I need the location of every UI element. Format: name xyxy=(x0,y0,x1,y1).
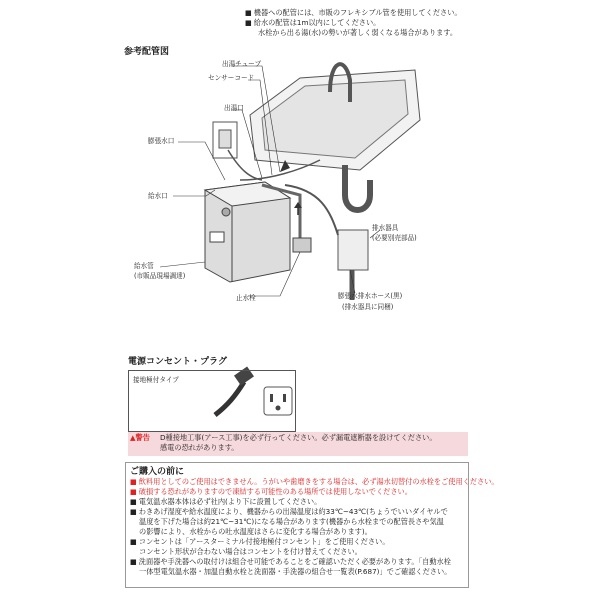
power-title: 電源コンセント・プラグ xyxy=(128,357,228,367)
drain-fitting-body xyxy=(338,230,368,270)
warning-badge: ▲警告 xyxy=(130,433,150,442)
plug-type-label: 接地極付タイプ xyxy=(133,376,179,384)
label-supply-pipe-note: (市販品現場調達) xyxy=(134,272,186,280)
label-expansion-hose-note: (排水器具に同梱) xyxy=(342,303,394,311)
before-purchase-title: ご購入の前に xyxy=(130,467,185,477)
piping-title: 参考配管図 xyxy=(124,47,170,57)
label-drain-fitting-note: (必要別売部品) xyxy=(372,234,417,242)
wall-outlet xyxy=(219,130,231,148)
purchase-item-5b: コンセント形状が合わない場合はコンセントを付け替えてください。 xyxy=(139,547,362,556)
label-outlet-tube: 出湯チューブ xyxy=(222,60,262,68)
label-water-inlet: 給水口 xyxy=(148,192,168,200)
top-note-3: 水栓から出る湯(水)の勢いが著しく弱くなる場合があります。 xyxy=(258,28,458,37)
top-note-2: ■ 給水の配管は1m以内にしてください。 xyxy=(245,18,380,28)
purchase-item-6b: 一体型電気温水器・加温自動水栓と洗面器・手洗器の組合せ一覧表(P.687)」でご確認ください。 xyxy=(139,567,452,576)
purchase-item-2: ■ 破損する恐れがありますので凍結する可能性のある場所では使用しないでください。 xyxy=(130,487,412,497)
top-note-1: ■ 機器への配管には、市販のフレキシブル管を使用してください。 xyxy=(245,8,462,18)
label-expansion-outlet: 膨張水口 xyxy=(148,137,175,145)
label-expansion-hose: 膨張水排水ホース(黒) xyxy=(338,292,403,300)
label-stop-valve: 止水栓 xyxy=(236,294,256,302)
drain-trap xyxy=(345,165,370,210)
warning-line-2: 感電の恐れがあります。 xyxy=(160,443,239,452)
label-supply-pipe: 給水管 xyxy=(134,262,154,270)
purchase-item-5: ■ コンセントは「アースターミナル付接地極付コンセント」をご使用ください。 xyxy=(130,537,389,547)
purchase-item-6: ■ 洗面器や手洗器への取付けは組合せ可能であることをご確認いただく必要があります。「自動水栓 xyxy=(130,557,451,567)
warning-line-1: D種接地工事(アース工事)を必ず行ってください。必ず漏電遮断器を設けてください。 xyxy=(160,433,437,442)
purchase-item-4c: の影響により、水栓からの吐水温度はさらに変化する場合があります)。 xyxy=(139,527,372,536)
label-sensor-cord: センサーコード xyxy=(208,74,255,82)
purchase-item-3: ■ 電気温水器本体は必ず社内(より下に設置してください。 xyxy=(130,497,321,507)
label-drain-fitting: 排水器具 xyxy=(372,224,399,232)
purchase-item-1: ■ 飲料用としてのご使用はできません。うがいや歯磨きをする場合は、必ず湯水切替付の水栓をご使用ください。 xyxy=(130,477,499,487)
purchase-item-4: ■ わきあげ湿度や給水温度により、機器からの出湯温度は約33℃~43℃(ちょうでいいダイヤルで xyxy=(130,507,448,517)
stop-valve-body xyxy=(293,238,311,252)
heater-panel xyxy=(210,232,224,242)
label-hot-outlet: 出湯口 xyxy=(224,104,244,112)
purchase-item-4b: 温度を下げた場合は約21℃~31℃)になる場合があります(機器から水栓までの配管長さや気温 xyxy=(139,517,444,526)
